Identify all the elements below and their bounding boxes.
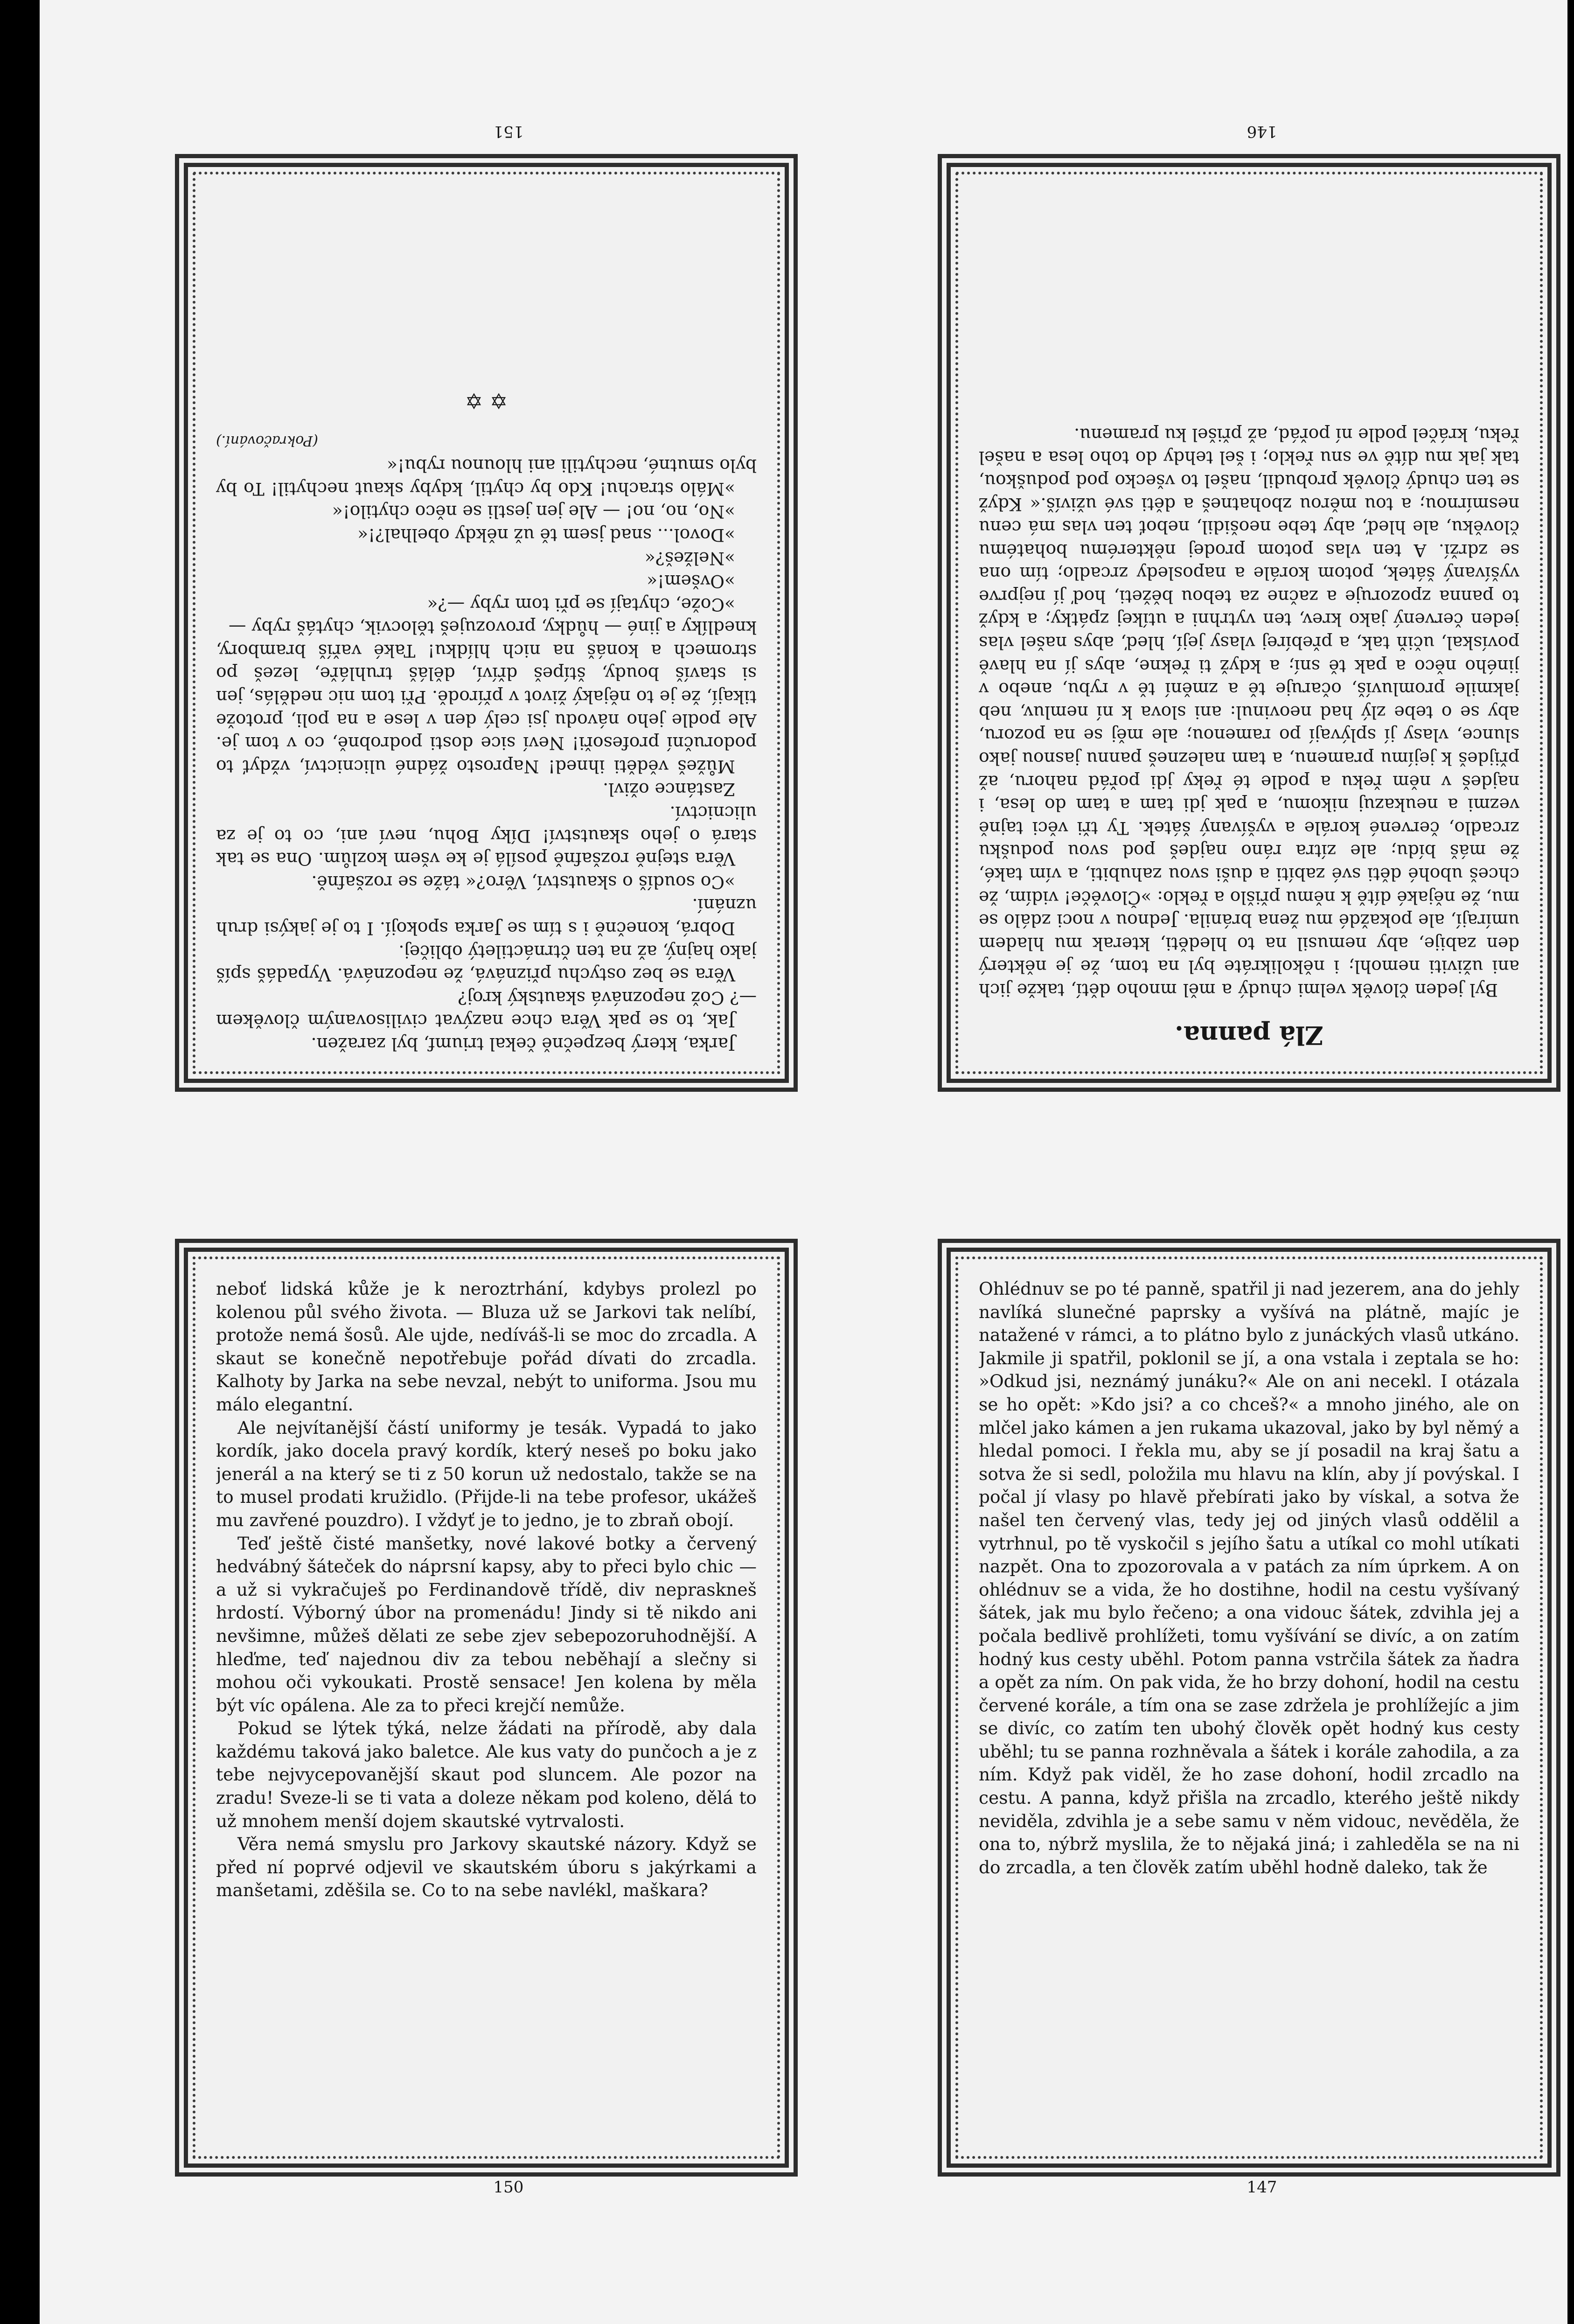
paragraph: »Málo strachu! Kdo by chytil, kdyby skaut nechytil! To by bylo smutné, nechytili ani hlounou rybu!« — [216, 455, 757, 499]
paragraph: Jarka, který bezpečně čekal triumf, byl zaražen. — [311, 1034, 735, 1054]
page-146 — [938, 154, 1560, 1092]
paragraph: Můžeš věděti ihned! Naprosto žádné ulicnictví, vždyť to podoruční profesoři! Neví sice dosti podrobně, co v tom je. Ale podle jeho návodu jsi celý den v lese a na poli, protože tikají, že je to nějaký život v přírodě. Při tom nic nedělás, jen si stavíš boudy, štípeš dříví, děláš truhláře, lezeš po stromech a konáš na nich hlídku! Také vaříš brambory, knedlíky a jiné — hůdky, provozuješ tělocvik, chytáš ryby — — [216, 617, 757, 777]
paragraph: Byl jeden člověk velmi chudý a měl mnoho dětí, takže jich ani uživiti nemohl; i několikráte byl na tom, že je některý den zabije, aby nemusil na to hleděti, kterak mu hladem umírají, ale pokaždé mu žena bránila. Jednou v noci zdálo se mu, že nějaké dítě k němu přišlo a řeklo: »Člověče! vidím, že chceš ubohé děti své zabíti a duši svou zahubiti, a vím také, že máš bídu; ale zítra ráno najdeš pod svou podušku zrcadlo, červené korále a vyšívaný šátek. Ty tři věci tajně vezmi a neukazuj nikomu, a pak jdi tam a tam do lesa, i najdeš v něm řeku a podle té řeky jdi pořád nahoru, až přijdeš k jejímu pramenu, a tam nalezneš pannu jasnou jako slunce, vlasy jí splývají po ramenou; ale měj se na pozoru, aby se o tebe zlý had neovinul: ani slova k ní nemluv, neb jakmile promluvíš, očaruje tě a změní tě v rybu, anebo v jiného něco a pak tě sní; a když ti řekne, abys jí na hlavě povískal, učiň tak, a přebírej vlasy její, hleď, abys našel vlas jeden červený jako krev, ten vytrhni a utíkej zpátky; a když to panna zpozoruje a začne za tebou běžeti, hoď jí nejprve vyšívaný šátek, potom korále a naposledy zrcadlo; tím ona se zdrží. A ten vlas potom prodej některému bohatému člověku, ale hleď, aby tebe neošidil, neboť ten vlas má cenu nesmírnou; a tou měrou zbohatneš a děti své uživíš.« Když se ten chudý člověk probudil, našel to všecko pod poduškou, tak jak mu dítě ve snu řeklo; i šel tehdy do toho lesa a našel řeku, kráčel podle ní pořád, až přišel ku pramenu. — [979, 424, 1519, 1000]
page-number-147: 147 — [1247, 2178, 1277, 2197]
paragraph: Věra se bez ostychu přiznává, že nepoznává. Vypadáš spíš jako hajný, až na ten čtrnáctiletý obličej. — [216, 941, 757, 985]
paragraph: »Dovol... snad jsem tě už někdy obelhal?!« — [357, 524, 735, 545]
paragraph: Věra stejně rozšafně posílá je ke všem kozlům. Ona se tak stará o jeho skautství! Díky Bohu, neví ani, co to je za ulicnictví. — [216, 803, 757, 870]
paragraph: »Co soudíš o skautství, Věro?« táže se rozšafně. — [311, 872, 735, 893]
paragraph: Pokud se lýtek týká, nelze žádati na přírodě, aby dala každému taková jako baletce. Ale kus vaty do punčoch a je z tebe nejvycepovanější skaut pod sluncem. Ale pozor na zradu! Sveze-li se ti vata a doleze někam pod koleno, dělá to už mnohem menší dojem skautské vytrvalosti. — [216, 1718, 757, 1831]
paragraph: Dobrá, konečně i s tím se Jarka spokojí. I to je jakýsi druh uznání. — [216, 895, 757, 939]
paragraph: Ohlédnuv se po té panně, spatřil ji nad jezerem, ana do jehly navlíká slunečné paprsky a vyšívá na plátně, majíc je natažené v rámci, a to plátno bylo z junáckých vlasů utkáno. Jakmile ji spatřil, poklonil se jí, a ona vstala i zeptala se ho: »Odkud jsi, neznámý junáku?« Ale on ani necekl. I otázala se ho opět: »Kdo jsi? a co chceš?« a mnoho jiného, ale on mlčel jako kámen a jen rukama ukazoval, jako by byl němý a hledal pomoci. I řekla mu, aby se jí posadil na kraj šatu a sotva že si sedl, položila mu hlavu na klín, aby jí povýskal. I počal jí vlasy po hlavě přebírati jako by vískal, a sotva že našel ten červený vlas, tedy jej od jiných vlasů oddělil a vytrhnul, po tě vyskočil s jejího šatu a utíkal co mohl utíkati nazpět. Ona to zpozorovala a v patách za ním úprkem. A on ohlédnuv se a vida, že ho dostihne, hodil na cestu vyšívaný šátek, jak mu bylo řečeno; a ona vidouc šátek, zdvihla jej a počala bedlivě prohlížeti, tomu vyšívání se divíc, a on zatím hodný kus cesty uběhl. Potom panna vstrčila šátek za ňadra a opět za ním. On pak vida, že ho brzy dohoní, hodil na cestu červené korále, a tím ona se zase zdržela je prohlížejíc a jim se divíc, co zatím ten ubohý člověk opět hodný kus cesty uběhl; tu se panna rozhněvala a šátek i korále zahodila, a za ním. Když pak viděl, že ho zase dohoní, hodil zrcadlo na cestu. A panna, když přišla na zrcadlo, kterého ještě nikdy neviděla, zdvihla je a sebe samu v něm vidouc, nevěděla, že ona to, nýbrž myslila, že to nějaká jiná; i zahleděla se na ni do zrcadla, a ten člověk zatím uběhl hodně daleko, tak že — [979, 1278, 1519, 1877]
paragraph: Teď ještě čisté manšetky, nové lakové botky a červený hedvábný šáteček do náprsní kapsy, aby to přeci bylo chic — a už si vykračuješ po Ferdinandově třídě, div nepraskneš hrdostí. Výborný úbor na promenádu! Jindy si tě nikdo ani nevšimne, můžeš dělati ze sebe zjev sebepozoruhodnější. A hleďme, teď najednou div za tebou neběhají a slečny si mohou oči vykoukati. Prostě sensace! Jen kolena by měla být víc opálena. Ale za to přeci krejčí nemůže. — [216, 1533, 757, 1716]
page-150 — [175, 1239, 798, 2177]
page-number-150: 150 — [493, 2178, 524, 2197]
paragraph: Jak, to se pak Věra chce nazývat civilisovaným člověkem —? Což nepoznává skautský kroj? — [216, 987, 757, 1032]
story-title: Zlá panna. — [1175, 1020, 1323, 1050]
page-147 — [938, 1239, 1560, 2177]
page-146-text — [979, 193, 1519, 1055]
page-150-text — [216, 1277, 757, 2138]
page-147-text — [979, 1277, 1519, 2138]
scan-sheet — [40, 0, 1567, 2324]
page-number-151: 151 — [493, 122, 524, 141]
paragraph: Zastánce oživl. — [603, 779, 735, 800]
star-ornament-icon: ✡ ✡ — [465, 388, 508, 413]
paragraph: »Nelžeš?« — [644, 548, 735, 569]
paragraph: »No, no, no! — Ale jen jestli se něco chytilo!« — [332, 502, 735, 523]
paragraph: Ale nejvítanější částí uniformy je tesák. Vypadá to jako kordík, jako docela pravý kordík, který neseš po boku jako jenerál a na který se ti z 50 korun už nedostalo, takže se na to musel prodati kružidlo. (Přijde-li na tebe profesor, ukážeš mu zavřené pouzdro). I vždyť je to jedno, je to zbraň obojí. — [216, 1417, 757, 1530]
paragraph: »Cože, chytají se při tom ryby —?« — [427, 594, 735, 615]
page-151 — [175, 154, 798, 1092]
paragraph: neboť lidská kůže je k neroztrhání, kdybys prolezl po kolenou půl svého života. — Bluza už se Jarkovi tak nelíbí, protože nemá šosů. Ale ujde, nedíváš-li se moc do zrcadla. A skaut se konečně nepotřebuje pořád dívati do zrcadla. Kalhoty by Jarka na sebe nevzal, nebýt to uniforma. Jsou mu málo elegantní. — [216, 1278, 757, 1415]
page-number-146: 146 — [1247, 122, 1277, 141]
paragraph: Věra nemá smyslu pro Jarkovy skautské názory. Když se před ní poprvé odjevil ve skautském úboru s jakýrkami a manšetami, zděšila se. Co to na sebe navlékl, maškara? — [216, 1834, 757, 1901]
page-151-text — [216, 193, 757, 1055]
continuation-note: (Pokračování.) — [216, 432, 318, 449]
paragraph: »Ovšem!« — [647, 571, 735, 592]
